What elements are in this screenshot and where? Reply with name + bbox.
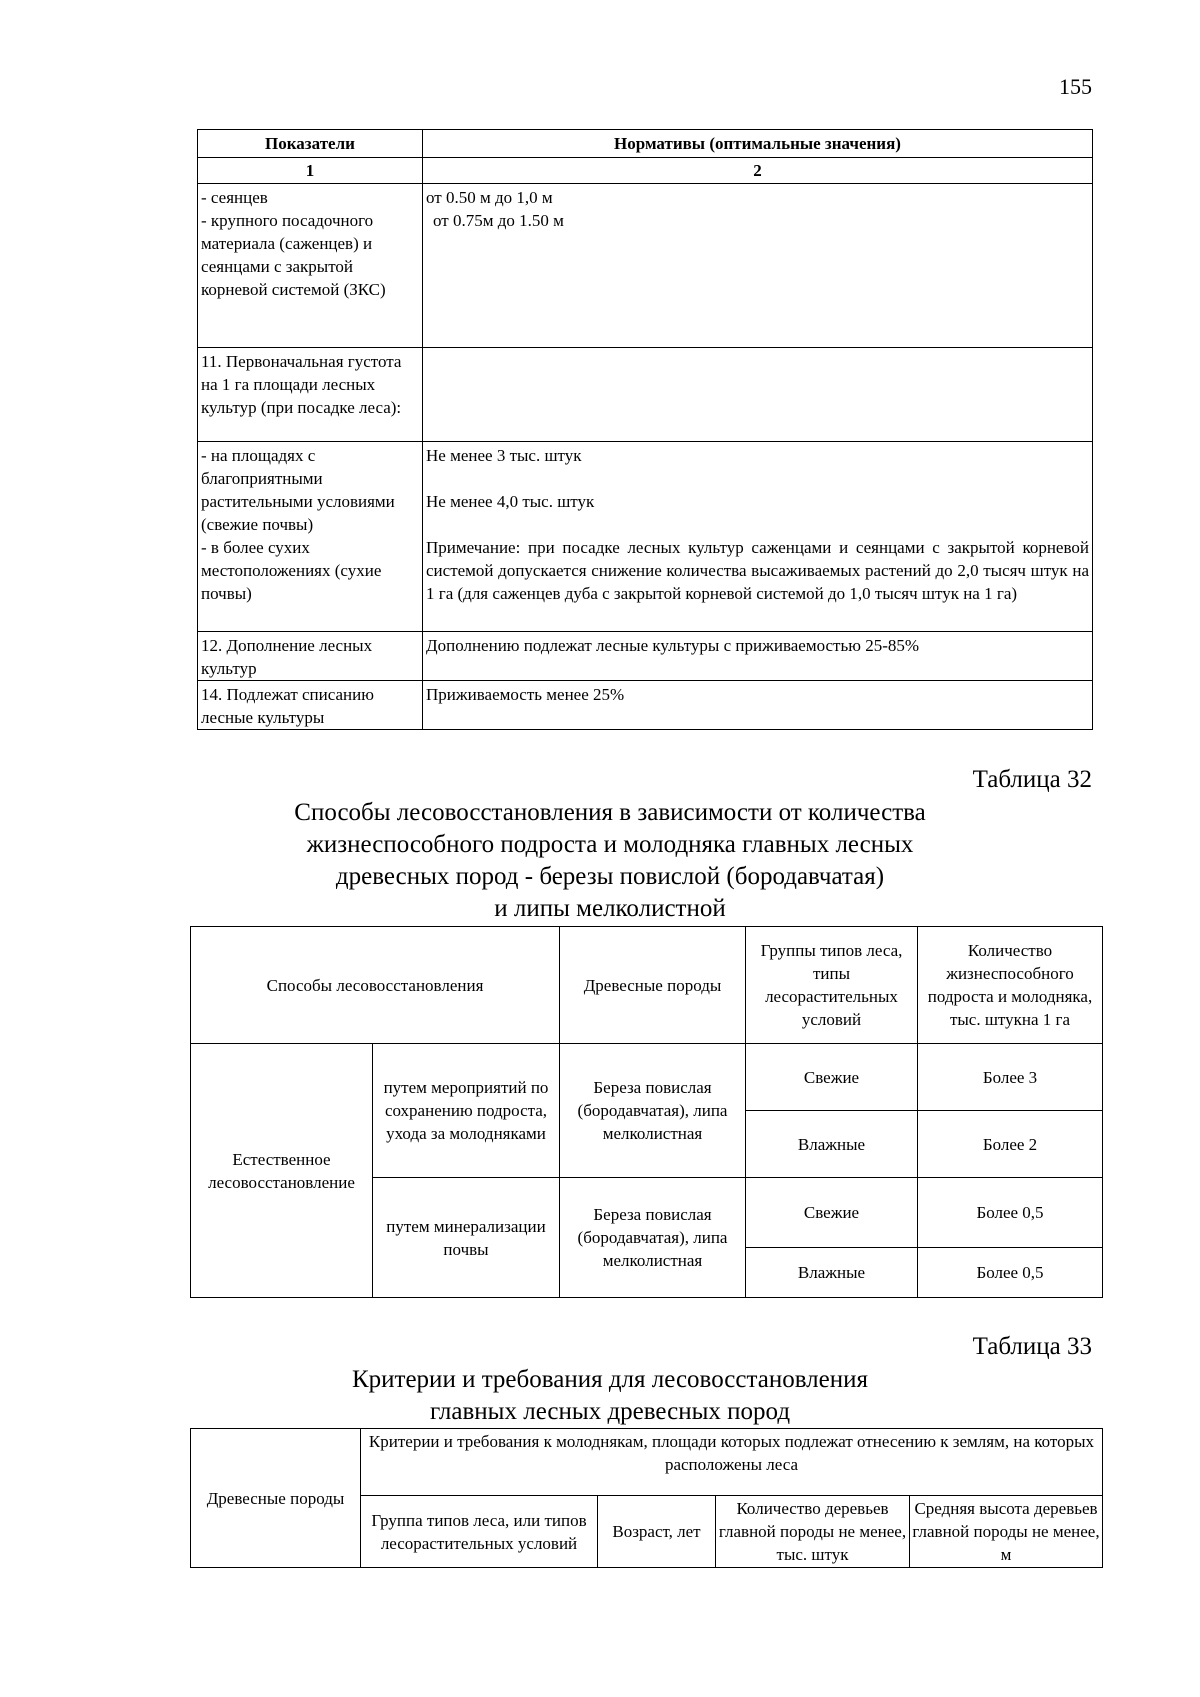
table-cell: 14. Подлежат списанию лесные культуры [198,681,423,730]
cell-line: от 0.50 м до 1,0 м [426,188,553,207]
cell-line: - в более сухих местоположениях (сухие почвы) [201,538,382,603]
table32-label: Таблица 32 [972,766,1092,793]
species-cell: Береза повислая (бородавчатая), липа мелколистная [560,1178,746,1298]
condition-cell: Влажные [746,1248,918,1298]
reforestation-methods-table [190,926,1103,1298]
table-cell [423,442,1093,632]
table-cell [198,442,423,632]
table33-title [150,1364,1070,1428]
title-line: и липы мелколистной [494,895,726,922]
way-cell: путем минерализации почвы [373,1178,560,1298]
header-species: Древесные породы [191,1429,361,1568]
header-forest-types: Группы типов леса, типы лесорастительных условий [746,927,918,1044]
header-methods: Способы лесовосстановления [191,927,560,1044]
table-header-row [191,927,1103,1044]
cell-line: - крупного посадочного материала (саженцев) и сеянцами с закрытой корневой системой (ЗКС) [201,211,386,299]
criteria-table [190,1428,1103,1568]
title-line: Критерии и требования для лесовосстановления [351,1366,869,1393]
col-number: 2 [423,158,1093,184]
table-header-row [198,130,1093,158]
table-cell [198,184,423,348]
table-row [198,184,1093,348]
page-number: 155 [1059,74,1092,99]
cell-line: от 0.75м до 1.50 м [433,211,564,230]
way-cell: путем мероприятий по сохранению подроста, ухода за молодняками [373,1044,560,1178]
table-cell [423,184,1093,348]
table-cell: Приживаемость менее 25% [423,681,1093,730]
cell-line: - сеянцев [201,188,268,207]
norms-table [197,129,1093,730]
amount-cell: Более 0,5 [918,1248,1103,1298]
subheader-height: Средняя высота деревьев главной породы не менее, м [910,1496,1103,1568]
table-cell: Дополнению подлежат лесные культуры с приживаемостью 25-85% [423,632,1093,681]
table-cell [423,348,1093,442]
amount-cell: Более 0,5 [918,1178,1103,1248]
subheader-age: Возраст, лет [598,1496,716,1568]
table-row [198,348,1093,442]
amount-cell: Более 3 [918,1044,1103,1111]
amount-cell: Более 2 [918,1111,1103,1178]
condition-cell: Свежие [746,1178,918,1248]
column-number-row [198,158,1093,184]
species-cell: Береза повислая (бородавчатая), липа мелколистная [560,1044,746,1178]
table-cell: 11. Первоначальная густота на 1 га площади лесных культур (при посадке леса): [198,348,423,442]
title-line: главных лесных древесных пород [429,1398,791,1425]
title-line: жизнеспособного подроста и молодняка главных лесных [306,831,914,858]
col-number: 1 [198,158,423,184]
cell-line: Не менее 3 тыс. штук [426,446,582,465]
table33-label: Таблица 33 [972,1333,1092,1360]
header-indicators: Показатели [198,130,423,158]
header-species: Древесные породы [560,927,746,1044]
method-cell: Естественное лесовосстановление [191,1044,373,1298]
table32-title [150,797,1070,925]
header-criteria: Критерии и требования к молоднякам, площади которых подлежат отнесению к землям, на которых расположены леса [361,1429,1103,1496]
cell-line: - на площадях с благоприятными растительными условиями (свежие почвы) [201,446,395,534]
cell-line: Не менее 4,0 тыс. штук [426,492,595,511]
table-row [198,442,1093,632]
table-row [191,1044,1103,1111]
title-line: древесных пород - березы повислой (бородавчатая) [335,863,885,890]
condition-cell: Свежие [746,1044,918,1111]
table-row [198,632,1093,681]
cell-note: Примечание: при посадке лесных культур саженцами и сеянцами с закрытой корневой системой допускается снижение количества высаживаемых растений до 2,0 тысяч штук на 1 га (для саженцев дуба с закрытой корневой системой до 1,0 тысяч штук на 1 га) [426,538,1089,603]
header-norms: Нормативы (оптимальные значения) [423,130,1093,158]
table-row [198,681,1093,730]
subheader-forest-type: Группа типов леса, или типов лесорастительных условий [361,1496,598,1568]
title-line: Способы лесовосстановления в зависимости от количества [294,799,926,826]
table-cell: 12. Дополнение лесных культур [198,632,423,681]
table-header-row [191,1429,1103,1496]
header-amount: Количество жизнеспособного подроста и молодняка, тыс. штукна 1 га [918,927,1103,1044]
condition-cell: Влажные [746,1111,918,1178]
subheader-tree-count: Количество деревьев главной породы не менее, тыс. штук [716,1496,910,1568]
